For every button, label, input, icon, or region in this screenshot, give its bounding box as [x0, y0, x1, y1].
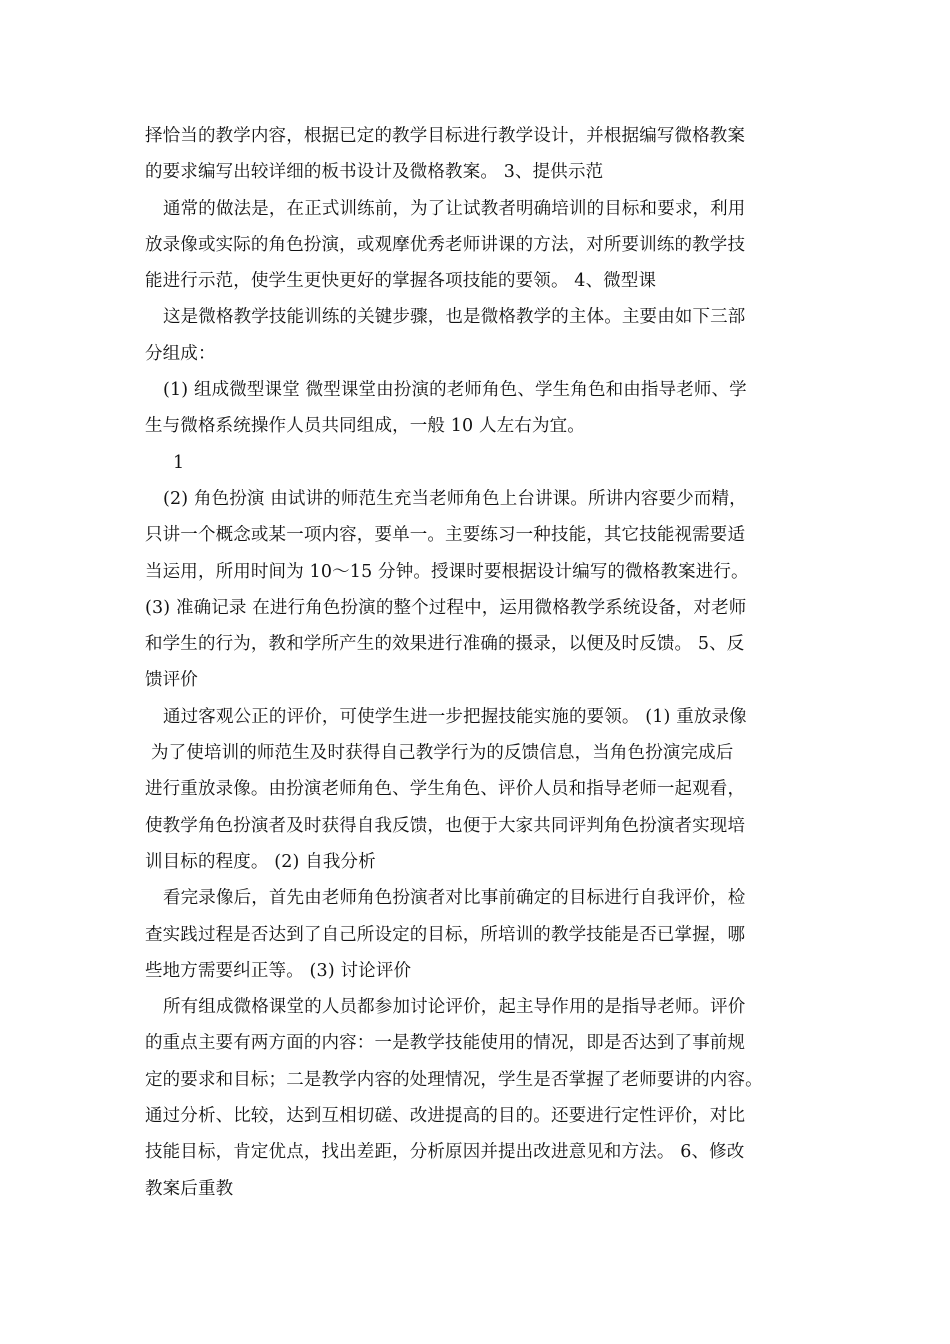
- text-line: 馈评价: [145, 670, 198, 691]
- text-line: (2) 角色扮演 由试讲的师范生充当老师角色上台讲课。所讲内容要少而精，: [163, 488, 747, 509]
- text-line: 通过客观公正的评价，可使学生进一步把握技能实施的要领。 (1) 重放录像: [163, 706, 747, 727]
- text-line: 所有组成微格课堂的人员都参加讨论评价，起主导作用的是指导老师。评价: [163, 997, 746, 1018]
- body-text: [145, 118, 810, 1207]
- text-line: (1) 组成微型课堂 微型课堂由扮演的老师角色、学生角色和由指导老师、学: [163, 380, 747, 401]
- text-line: 技能目标，肯定优点，找出差距，分析原因并提出改进意见和方法。 6、修改: [145, 1142, 745, 1163]
- text-line: 放录像或实际的角色扮演，或观摩优秀老师讲课的方法，对所要训练的教学技: [145, 234, 746, 255]
- text-line: 只讲一个概念或某一项内容，要单一。主要练习一种技能，其它技能视需要适: [145, 525, 746, 546]
- text-line: 教案后重教: [145, 1178, 234, 1199]
- text-line: 为了使培训的师范生及时获得自己教学行为的反馈信息，当角色扮演完成后: [151, 743, 734, 764]
- text-line: 和学生的行为，教和学所产生的效果进行准确的摄录，以便及时反馈。 5、反: [145, 634, 745, 655]
- text-line: 生与微格系统操作人员共同组成，一般 10 人左右为宜。: [145, 416, 585, 437]
- text-line: 能进行示范，使学生更快更好的掌握各项技能的要领。 4、微型课: [145, 271, 657, 292]
- text-line: 使教学角色扮演者及时获得自我反馈，也便于大家共同评判角色扮演者实现培: [145, 815, 746, 836]
- text-line: 当运用，所用时间为 10～15 分钟。授课时要根据设计编写的微格教案进行。: [145, 561, 749, 582]
- text-line: 查实践过程是否达到了自己所设定的目标，所培训的教学技能是否已掌握，哪: [145, 924, 746, 945]
- text-line: 的重点主要有两方面的内容：一是教学技能使用的情况，即是否达到了事前规: [145, 1033, 746, 1054]
- text-line: 择恰当的教学内容，根据已定的教学目标进行教学设计，并根据编写微格教案: [145, 126, 746, 146]
- text-line: 些地方需要纠正等。 (3) 讨论评价: [145, 960, 412, 981]
- text-line: 训目标的程度。 (2) 自我分析: [145, 851, 376, 872]
- text-line: 通过分析、比较，达到互相切磋、改进提高的目的。还要进行定性评价，对比: [145, 1106, 746, 1127]
- text-line: 这是微格教学技能训练的关键步骤，也是微格教学的主体。主要由如下三部: [163, 307, 746, 328]
- text-line: 分组成：: [145, 343, 216, 364]
- text-line: 通常的做法是，在正式训练前，为了让试教者明确培训的目标和要求，利用: [163, 198, 746, 219]
- text-line: 的要求编写出较详细的板书设计及微格教案。 3、提供示范: [145, 162, 604, 183]
- page-number: 1: [173, 452, 185, 473]
- text-line: 定的要求和目标；二是教学内容的处理情况，学生是否掌握了老师要讲的内容。: [145, 1069, 763, 1090]
- text-line: (3) 准确记录 在进行角色扮演的整个过程中，运用微格教学系统设备，对老师: [145, 597, 747, 618]
- text-line: 看完录像后，首先由老师角色扮演者对比事前确定的目标进行自我评价，检: [163, 888, 746, 909]
- text-line: 进行重放录像。由扮演老师角色、学生角色、评价人员和指导老师一起观看，: [145, 779, 746, 800]
